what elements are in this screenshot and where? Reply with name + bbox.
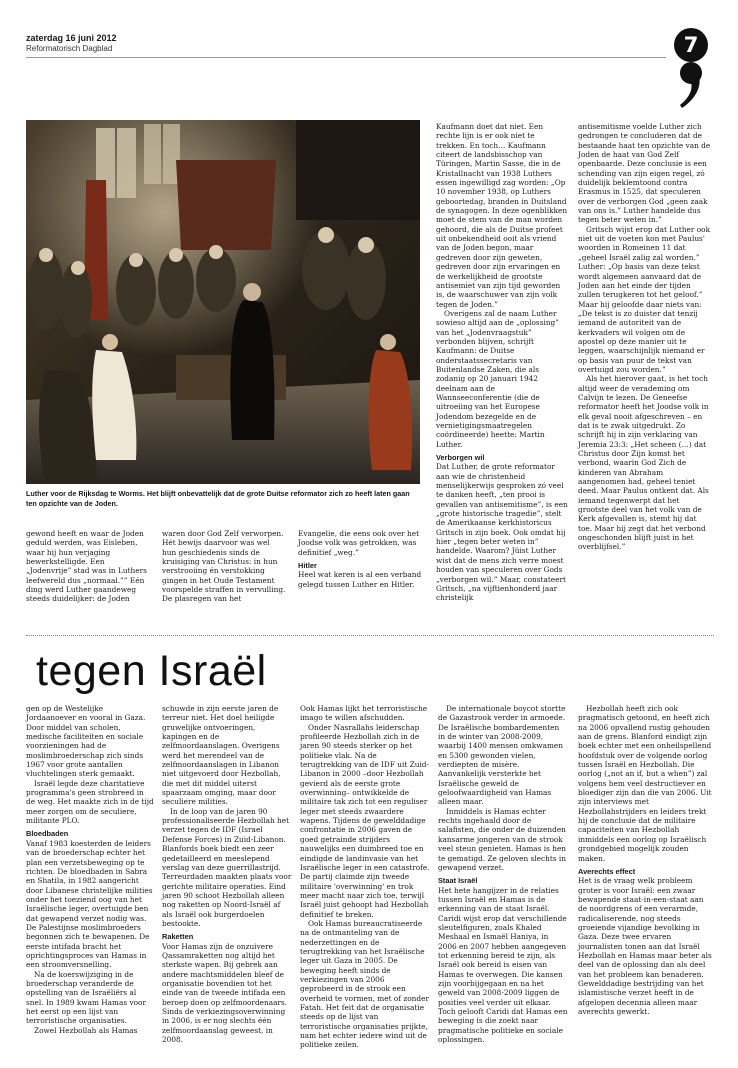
upper-column-2 [162, 529, 286, 604]
lower-c4-p3: Het hete hangijzer in de relaties tussen Israël en Hamas is de erkenning van de staat Israël. Caridi wijst erop dat verschillende sleutelfiguren, zoals Khaled Meshaal en Ismaël Haniya, in 2006 en 2007 hebben aangegeven tot erkenning bereid te zijn, als Israël ook bereid is eisen van Hamas te overwegen. Die kansen zijn voorbijgegaan en na het geweld van 2008-2009 liggen de posities veel verder uit elkaar. Toch gelooft Caridi dat Hamas een beweging is die zoekt naar pragmatische politieke en sociale oplossingen. [438, 885, 568, 1045]
lower-column-2 [162, 704, 292, 1044]
lower-c4-p2: Inmiddels is Hamas echter rechts ingehaald door de salafisten, die onder de duizenden kansarme jongeren van de strook veel steun genieten. Hamas is hen te gematigd. Ze geloven slechts in gewapend verzet. [438, 806, 567, 872]
subhead-bloedbaden: Bloedbaden [26, 829, 69, 839]
section-divider [26, 635, 714, 636]
upper-c5-p2: Gritsch wijst erop dat Luther ook niet uit de voeten kon met Paulus' woorden in Romeinen 11 dat „geheel Israël zalig zal worden.” Luther: „Op basis van deze tekst wordt algemeen aanvaard dat de Joden aan het einde der tijden zullen terugkeren tot het geloof.” Maar hij geloofde daar niets van: „De tekst is zo duister dat tenzij iemand de autoriteit van de kerkvaders wil volgen om de apostel op deze manier uit te leggen, waarschijnlijk niemand er op basis van puur de tekst van overtuigd zou worden.” [578, 224, 711, 374]
lower-c5-p1: Hezbollah heeft zich ook pragmatisch getoond, en heeft zich na 2006 opvallend rustig gehouden aan de grens. Blanford eindigt zijn boek echter met een onheilspellend hoofdstuk over de volgende oorlog tussen Israël en Hezbollah. Die oorlog („not an if, but a when”) zal volgens hem veel destructiever en bloediger zijn dan die van 2006. Uit zijn interviews met Hezbollahstrijders en leiders trekt hij de conclusie dat de militaire capaciteiten van Hezbollah inmiddels een oorlog op Israëlisch grondgebied mogelijk zouden maken. [578, 704, 712, 863]
upper-c4-p1: Kaufmann doet dat niet. Een rechte lijn is er ook niet te trekken. En toch… Kaufmann citeert de landsbisschop van Türingen, Martin Sasse, die in de Kristallnacht van 1938 Luthers essen ingewilligd zag worden: „Op 10 november 1938, op Luthers geboortedag, branden in Duitsland de synagogen. In deze ogenblikken moet de stem van de man worden gehoord, die als de Duitse profeet uit onbekendheid ooit als vriend van de Joden begon, maar gedreven door zijn geweten, gedreven door zijn ervaringen en de werkelijkheid de grootste antisemiet van zijn tijd geworden is, de waarschuwer van zijn volk tegen de Joden.” [436, 122, 568, 309]
subhead-hitler: Hitler [298, 561, 317, 571]
lower-c3-p3: Ook Hamas bureaucratiseerde na de ontmanteling van de nederzettingen en de terugtrekking van het Israëlische leger uit Gaza in 2005. De beweging heeft sinds de verkiezingen van 2006 geprobeerd in de strook een overheid te vormen, met of zonder Fatah. Het feit dat de organisatie steeds op de lijst van terroristische organisaties prijkte, nam het echter iedere wind uit de politieke zeilen. [300, 918, 429, 1050]
upper-column-3 [298, 529, 422, 589]
upper-c1-text: gewond heeft en waar de Joden geduld werden, was Eisleben, waar hij hun verjaging bewerkstelligde. Een „Jodenvrije” stad was in Luthers leefwereld dus „normaal.”” Eén ding werd Luther gaandeweg steeds duidelijker: de Joden [26, 529, 147, 604]
lower-c5-p2: Het is de vraag welk probleem groter is voor Israël: een zwaar bewapende staat-in-een-staat aan de noordgrens of een verarmde, radicaliserende, nog steeds groeiende vijandige bevolking in Gaza. Deze twee ervaren journalisten tonen aan dat Israël Hezbollah en Hamas maar beter als deel van de oplossing dan als deel van het probleem kan benaderen. Gewelddadige bestrijding van het islamistische verzet heeft in de afgelopen decennia alleen maar averechts gewerkt. [578, 876, 712, 1016]
lower-c1-p5: Zowel Hezbollah als Hamas [34, 1025, 138, 1035]
masthead-rule [26, 57, 666, 58]
upper-column-4 [436, 122, 568, 603]
lower-c1-p4: Na de koerswijziging in de broederschap veranderde de opstelling van de Israëliërs al snel. In 1989 kwam Hamas voor het eerst op een lijst van terroristische organisaties. [26, 969, 146, 1026]
upper-c2-text: waren door God Zelf verworpen. Hét bewijs daarvoor was wel hun geschiedenis sinds de kruisiging van Christus: in hun verstrooiing én verstokking gingen in het Oude Testament voorspelde straffen in vervulling. De plasregen van het [162, 529, 286, 604]
lower-c2-p2: In de loop van de jaren 90 professionaliseerde Hezbollah het verzet tegen de IDF (Israel Defense Forces) in Zuid-Libanon. Blanfords boek biedt een zeer gedetailleerd en meeslepend verslag van deze guerrillastrijd. Terreurdaden maakten plaats voor gerichte militaire operaties. Eind jaren 90 schoot Hezbollah alleen nog raketten op Noord-Israël af als Israël ook burgerdoelen bestookte. [162, 806, 292, 928]
lower-headline: tegen Israël [36, 647, 267, 695]
comma-logo-icon [676, 60, 706, 110]
lower-c2-p3: Voor Hamas zijn de onzuivere Qassamraketten nog altijd het sterkste wapen. Bij gebrek aan andere machtsmiddelen bleef de organisatie bovendien tot het einde van de tweede intifada een beroep doen op zelfmoordenaars. Sinds de verkiezingsoverwinning in 2006, is er nog slechts één zelfmoordaanslag geweest, in 2008. [162, 941, 288, 1045]
lower-c1-p2: Israël legde deze charitatieve programma's geen strobreed in de weg. Het maakte zich in de tijd meer zorgen om de seculiere, militante PLO. [26, 778, 154, 826]
lower-c1-p3: Vanaf 1983 koesterden de leiders van de broederschap echter het plan een verzetsbeweging op te richten. De bloedbaden in Sabra en Shatila, in 1982 aangericht door Libanese christelijke milities onder het toeziend oog van het Israëlische leger, overtuigde ben dat gewapend verzet nodig was. De Palestijnse moslimbroeders begonnen zich te bewapenen. De eerste intifada bracht het oprichtingsproces van Hamas in een stroomversnelling. [26, 838, 153, 970]
lower-c3-p1: Ook Hamas lijkt het terroristische imago te willen afschudden. [300, 704, 428, 723]
upper-c3-text: Evangelie, die eens ook over het Joodse volk was getrokken, was definitief „weg.” [298, 529, 420, 557]
upper-c5-p3: Als het hierover gaat, is het toch altijd weer de verademing om Calvijn te lezen. De Geneefse reformator heeft het Joodse volk in elk geval nooit afgeschreven – en dat is te zwak uitgedrukt. Zo schrijft hij in zijn verklaring van Jeremia 23:3: „Het scheen (…) dat Christus door Zijn komst het verbond, waarin God Zich de kinderen van Abraham aangenomen had, geheel teniet deed. Maar Paulus ontkent dat. Als iemand tegenwerpt dat het grootste deel van het volk van de Kerk afgevallen is, stemt hij dat toe. Maar hij zegt dat het verbond ongeschonden blijft juist in het overblijfsel.” [578, 374, 709, 552]
upper-c5-p1: antisemitisme voelde Luther zich gedrongen te concluderen dat de bestaande haat ten opzichte van de Joden de haat van God Zelf openbaarde. Deze conclusie is een schending van zijn eigen regel, zó duidelijk beklemtoond contra Erasmus in 1525, dat speculeren over de verborgen God „geen zaak van ons is.” Luther handelde dus tegen beter weten in.” [578, 122, 711, 225]
page-number: 7 [674, 28, 708, 62]
lower-column-1 [26, 704, 154, 1035]
lower-c3-p2: Onder Nasrallahs leiderschap profileerde Hezbollah zich in de jaren 90 steeds sterker op het politieke vlak. Na de terugtrekking van de IDF uit Zuid-Libanon in 2000 –door Hezbollah gevierd als de eerste grote overwinning– ontwikkelde de militaire tak zich tot een reguliser leger met steeds zwaardere wapens. Tijdens de gewelddadige confrontatie in 2006 gaven de goed getrainde strijders nauwelijks een duimbreed toe en eindigde de landinvasie van het Israëlische leger in een catastrofe. De partij claimde zijn tweede militaire 'overwinning' en trok meer macht naar zich toe, terwijl Israël juist gehoopt had Hezbollah definitief te breken. [300, 722, 430, 919]
lower-column-5 [578, 704, 712, 1016]
subhead-averechts-effect: Averechts effect [578, 866, 636, 876]
upper-c4-p3: Dat Luther, de grote reformator aan wie de christenheid menselijkerwijs gesproken zó veel te danken heeft, „ten prooi is gevallen van antisemitisme”, is een „grote historische tragedie”, stelt de Amerikaanse kerkhistoricus Gritsch in zijn boek. Ook omdat hij hier „tegen beter weten in” handelde. Waarom? Jüist Luther wist dat de mens zich verre moest houden van speculeren over Gods „verborgen wil.” Maar, constateert Gritsch, „na vijftienhonderd jaar christelijk [436, 462, 568, 603]
lower-c2-p1: schuwde in zijn eerste jaren de terreur niet. Het doel heiligde gruwelijke ontvoeringen, kapingen en de zelfmoordaanslagen. Overigens werd het merendeel van de zelfmoordaanslagen in Libanon niet uitgevoerd door Hezbollah, die met dit middel uiterst spaarzaam omging, maar door seculiere milities. [162, 704, 281, 807]
photo-caption: Luther voor de Rijksdag te Worms. Het blijft onbevattelijk dat de grote Duitse reformator zich zo heeft laten gaan ten opzichte van de Joden. [26, 489, 410, 508]
lower-column-3 [300, 704, 430, 1050]
subhead-staat-israel: Staat Israël [438, 876, 478, 886]
newspaper-name: Reformatorisch Dagblad [26, 44, 113, 53]
lower-c1-p1: gen op de Westelijke Jordaanoever en vooral in Gaza. Door middel van scholen, medische faciliteiten en sociale voorzieningen had de moslimbroederschap zich sinds 1967 voor grote aantallen vluchtelingen sterk gemaakt. [26, 704, 146, 779]
painting-image [26, 120, 420, 484]
upper-c4-p2: Overigens zal de naam Luther sowieso altijd aan de „oplossing” van het „Jodenvraagstuk” verbonden blijven, schrijft Kaufmann: de Duitse onderstaatssecretaris van Buitenlandse Zaken, die als zodanig op 20 januari 1942 deelnam aan de Wannseeconferentie (die de uitroeiing van het Europese Jodendom bezegelde en de vernietigingsmaatregelen coördineerde) heette: Martin Luther. [436, 308, 560, 449]
lower-column-4 [438, 704, 568, 1044]
upper-column-1 [26, 529, 150, 604]
upper-c3-text2: Heel wat keren is al een verband gelegd tussen Luther en Hitler. [298, 570, 422, 589]
issue-date: zaterdag 16 juni 2012 [26, 33, 117, 43]
lower-c4-p1: De internationale boycot stortte de Gazastrook verder in armoede. De Israëlische bombardementen in de winter van 2008-2009, waarbij 1400 mensen omkwamen en 5300 gewonden vielen, verdiepten de misère. Aanvankelijk versterkte het Israëlische geweld de geloofwaardigheid van Hamas alleen maar. [438, 704, 566, 807]
painting-photo [26, 120, 420, 484]
subhead-raketten: Raketten [162, 932, 194, 942]
subhead-verborgen-wil: Verborgen wil [436, 453, 485, 463]
upper-column-5 [578, 122, 712, 552]
